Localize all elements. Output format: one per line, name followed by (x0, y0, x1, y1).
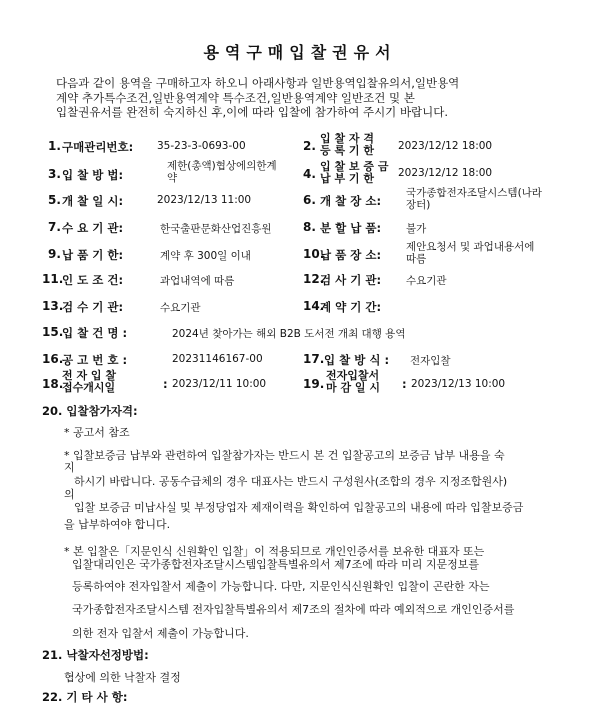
paragraph-line: 입찰대리인은 국가종합전자조달시스템입찰특별유의서 제7조에 따라 미리 지문정보를 (72, 558, 480, 571)
paragraph-line: * 본 입찰은「지문인식 신원확인 입찰」이 적용되므로 개인인증서를 보유한 대표자 또는 (64, 545, 485, 558)
paragraph-line: 의한 전자 입찰서 제출이 가능합니다. (72, 627, 249, 640)
item-label: 공 고 번 호 : (62, 353, 128, 367)
item-number: 8. (303, 220, 316, 234)
item-value: 전자입찰 (410, 355, 451, 367)
item-number: 19. (303, 377, 325, 391)
item-label: 납 품 장 소: (320, 248, 382, 262)
item-label-line1: 입 찰 자 격 (320, 132, 374, 145)
item-label: 입 찰 방 법: (62, 168, 124, 182)
item-value-line2: 약 (167, 172, 178, 184)
item-number: 4. (303, 167, 316, 181)
item-label: 구매관리번호: (62, 140, 134, 154)
item-number: 12. (303, 272, 325, 286)
paragraph-line: 을 납부하여야 합니다. (64, 518, 171, 531)
section-21-text: 협상에 의한 낙찰자 결정 (64, 671, 181, 684)
item-label-line2: 납 부 기 한 (320, 172, 374, 185)
item-number: 11. (42, 272, 64, 286)
item-number: 3. (48, 167, 61, 181)
item-value-line2: 장터) (406, 199, 431, 211)
intro-line: 계약 추가특수조건,일반용역계약 특수조건,일반용역계약 일반조건 및 본 (56, 90, 415, 105)
item-label: 입 찰 건 명 : (62, 326, 128, 340)
item-number: 18. (42, 377, 64, 391)
item-value: 2023/12/12 18:00 (398, 167, 493, 179)
item-number: 5. (48, 193, 61, 207)
item-label-line2: 접수개시일 (62, 381, 116, 394)
item-label-line1: 전 자 입 찰 (62, 369, 116, 382)
paragraph-line: 국가종합전자조달시스템 전자입찰특별유의서 제7조의 절차에 따라 예외적으로 개인인증서를 (72, 603, 515, 616)
item-label: 수 요 기 관: (62, 221, 124, 235)
item-value: 2023/12/13 10:00 (411, 378, 506, 390)
item-value: 2024년 찾아가는 해외 B2B 도서전 개최 대행 용역 (172, 328, 406, 340)
item-label: 납 품 기 한: (62, 248, 124, 262)
item-value: 2023/12/11 10:00 (172, 378, 267, 390)
item-number: 10. (303, 247, 325, 261)
item-label: 개 찰 장 소: (320, 194, 382, 208)
item-number: 14. (303, 299, 325, 313)
item-value: 2023/12/12 18:00 (398, 140, 493, 152)
item-value-line2: 따름 (406, 253, 427, 265)
item-number: 6. (303, 193, 316, 207)
item-label-line2: 등 록 기 한 (320, 144, 374, 157)
paragraph-line: 의 (64, 488, 75, 501)
paragraph-line: * 입찰보증금 납부와 관련하여 입찰참가자는 반드시 본 건 입찰공고의 보증금 납부 내용을 숙 (64, 449, 505, 462)
item-value-line1: 국가종합전자조달시스템(나라 (406, 187, 542, 199)
item-value: 한국출판문화산업진흥원 (160, 223, 272, 235)
item-label: 인 도 조 건: (62, 273, 124, 287)
item-number: 13. (42, 299, 64, 313)
paragraph-line: 등록하여야 전자입찰서 제출이 가능합니다. 다만, 지문인식신원확인 입찰이 곤란한 자는 (72, 580, 490, 593)
item-label-line2: 마 감 일 시 (326, 381, 380, 394)
item-value: 불가 (406, 223, 427, 235)
item-number: 1. (48, 139, 61, 153)
item-value: 2023/12/13 11:00 (157, 194, 252, 206)
intro-line: 입찰권유서를 완전히 숙지하신 후,이에 따라 입찰에 참가하여 주시기 바랍니다. (56, 105, 449, 119)
paragraph-line: 입찰 보증금 미납사실 및 부정당업자 제재이력을 확인하여 입찰공고의 내용에 따라 입찰보증금 (74, 501, 524, 514)
item-label: 검 사 기 관: (320, 273, 382, 287)
document-title: 용역구매입찰권유서 (203, 43, 397, 62)
item-label: 계 약 기 간: (320, 300, 382, 314)
intro-paragraph (56, 76, 556, 120)
item-number: 9. (48, 247, 61, 261)
item-value: 과업내역에 따름 (160, 275, 235, 287)
item-value-line1: 제한(총액)협상에의한계 (167, 160, 277, 172)
item-colon: : (402, 377, 407, 391)
item-number: 17. (303, 352, 325, 366)
item-label: 개 찰 일 시: (62, 194, 124, 208)
section-20-heading: 20. 입찰참가자격: (42, 404, 138, 418)
section-20-bullet-1: * 공고서 참조 (64, 426, 130, 439)
section-21-heading: 21. 낙찰자선정방법: (42, 648, 149, 662)
item-value: 계약 후 300일 이내 (160, 250, 251, 262)
item-value-line1: 제안요청서 및 과업내용서에 (406, 241, 535, 253)
item-number: 15. (42, 325, 64, 339)
item-label: 입 찰 방 식 : (324, 353, 390, 367)
item-value: 수요기관 (406, 275, 447, 287)
section-22-heading: 22. 기 타 사 항: (42, 690, 128, 704)
item-value: 수요기관 (160, 302, 201, 314)
item-value: 35-23-3-0693-00 (157, 140, 246, 152)
item-number: 7. (48, 220, 61, 234)
item-label: 분 할 납 품: (320, 221, 382, 235)
item-number: 16. (42, 352, 64, 366)
item-label-line1: 입 찰 보 증 금 (320, 160, 389, 173)
item-colon: : (163, 377, 168, 391)
item-label: 검 수 기 관: (62, 300, 124, 314)
paragraph-line: 지 (64, 461, 75, 474)
item-number: 2. (303, 139, 316, 153)
intro-line: 다음과 같이 용역을 구매하고자 하오니 아래사항과 일반용역입찰유의서,일반용역 (56, 76, 460, 90)
paragraph-line: 하시기 바랍니다. 공동수급체의 경우 대표사는 반드시 구성원사(조합의 경우 지정조합원사) (74, 475, 508, 488)
item-label-line1: 전자입찰서 (326, 369, 380, 382)
item-value: 20231146167-00 (172, 353, 263, 365)
